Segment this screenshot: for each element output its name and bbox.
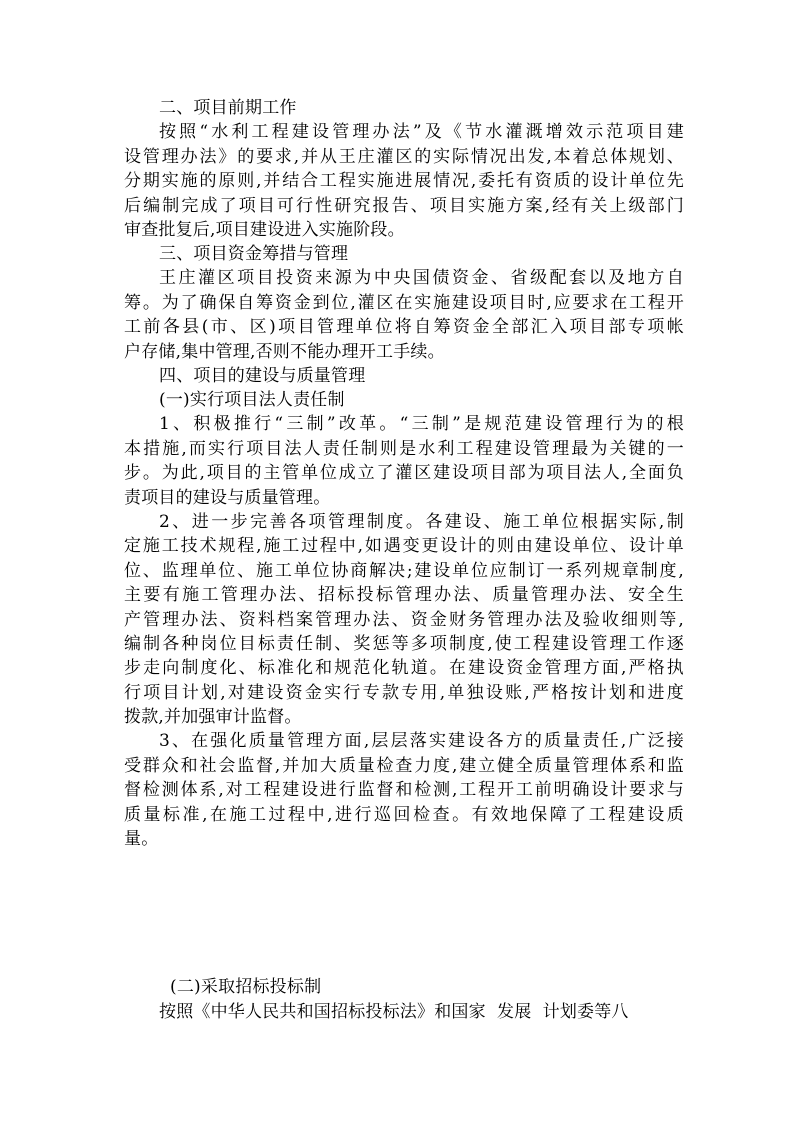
paragraph-line: 位、监理单位、施工单位协商解决;建设单位应制订一系列规章制度,: [124, 561, 684, 581]
paragraph-line: 编制各种岗位目标责任制、奖惩等多项制度,使工程建设管理工作逐: [124, 634, 684, 654]
section-heading-quality-management: 四、项目的建设与质量管理: [159, 366, 366, 386]
section-heading-preliminary-work: 二、项目前期工作: [159, 98, 297, 118]
paragraph-line: 步走向制度化、标准化和规范化轨道。在建设资金管理方面,严格执: [124, 658, 684, 678]
paragraph-line: 1、积极推行“三制”改革。“三制”是规范建设管理行为的根: [159, 414, 684, 434]
paragraph-line: 产管理办法、资料档案管理办法、资金财务管理办法及验收细则等,: [124, 610, 684, 630]
paragraph-line: 审查批复后,项目建设进入实施阶段。: [124, 220, 405, 240]
paragraph-line: 按照《中华人民共和国招标投标法》和国家 发展 计划委等八: [159, 1002, 629, 1022]
paragraph-line: 后编制完成了项目可行性研究报告、项目实施方案,经有关上级部门: [124, 196, 684, 216]
paragraph-line: 按照“水利工程建设管理办法”及《节水灌溉增效示范项目建: [159, 122, 684, 142]
paragraph-line: 督检测体系,对工程建设进行监督和检测,工程开工前明确设计要求与: [124, 780, 684, 800]
paragraph-line: 王庄灌区项目投资来源为中央国债资金、省级配套以及地方自: [159, 268, 684, 288]
paragraph-line: 主要有施工管理办法、招标投标管理办法、质量管理办法、安全生: [124, 585, 684, 605]
paragraph-line: 筹。为了确保自筹资金到位,灌区在实施建设项目时,应要求在工程开: [124, 293, 684, 313]
paragraph-line: 3、在强化质量管理方面,层层落实建设各方的质量责任,广泛接: [159, 731, 684, 751]
paragraph-line: 户存储,集中管理,否则不能办理开工手续。: [124, 342, 445, 362]
paragraph-line: 责项目的建设与质量管理。: [124, 488, 331, 508]
paragraph-line: 步。为此,项目的主管单位成立了灌区建设项目部为项目法人,全面负: [124, 463, 684, 483]
paragraph-line: 受群众和社会监督,并加大质量检查力度,建立健全质量管理体系和监: [124, 756, 684, 776]
subsection-heading-bidding: (二)采取招标投标制: [170, 977, 322, 997]
paragraph-line: 本措施,而实行项目法人责任制则是水利工程建设管理最为关键的一: [124, 439, 684, 459]
paragraph-line: 工前各县(市、区)项目管理单位将自筹资金全部汇入项目部专项帐: [124, 317, 684, 337]
paragraph-line: 设管理办法》的要求,并从王庄灌区的实际情况出发,本着总体规划、: [124, 147, 684, 167]
section-heading-funding: 三、项目资金筹措与管理: [159, 244, 349, 264]
subsection-heading-legal-person: (一)实行项目法人责任制: [159, 390, 345, 410]
paragraph-line: 分期实施的原则,并结合工程实施进展情况,委托有资质的设计单位先: [124, 171, 684, 191]
paragraph-line: 拨款,并加强审计监督。: [124, 707, 302, 727]
paragraph-line: 行项目计划,对建设资金实行专款专用,单独设账,严格按计划和进度: [124, 683, 684, 703]
paragraph-line: 质量标准,在施工过程中,进行巡回检查。有效地保障了工程建设质: [124, 805, 684, 825]
paragraph-line: 量。: [124, 829, 159, 849]
paragraph-line: 定施工技术规程,施工过程中,如遇变更设计的则由建设单位、设计单: [124, 536, 684, 556]
paragraph-line: 2、进一步完善各项管理制度。各建设、施工单位根据实际,制: [159, 512, 684, 532]
